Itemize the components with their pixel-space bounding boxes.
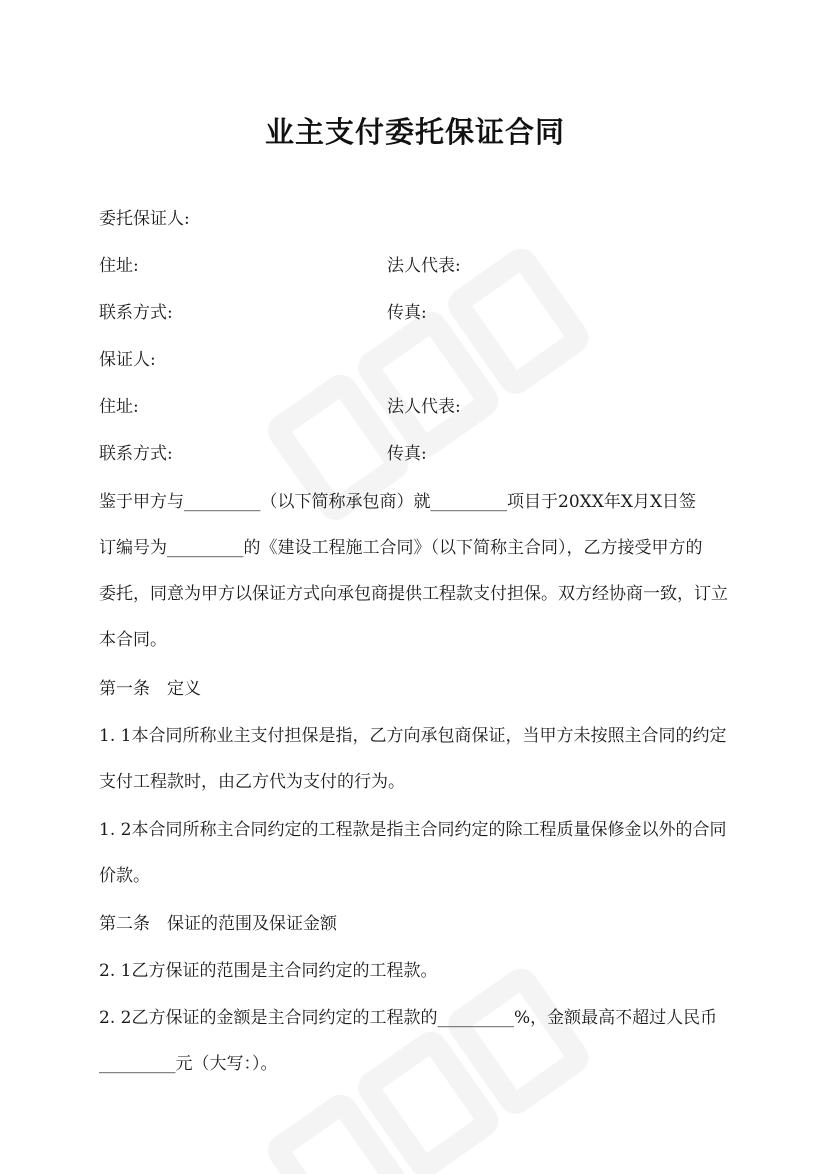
preamble-line: 订编号为_________的《建设工程施工合同》（以下简称主合同），乙方接受甲方的: [99, 538, 703, 558]
guarantor-address-label: 住址:: [99, 397, 139, 417]
client-contact-label: 联系方式:: [99, 303, 173, 323]
clause-line: 2. 2乙方保证的金额是主合同约定的工程款的_________%，金额最高不超过人民币: [99, 1008, 718, 1028]
client-address-label: 住址:: [99, 256, 139, 276]
clause-line: 价款。: [99, 866, 150, 886]
clause-2-2: [99, 1007, 739, 1099]
clause-line: 1. 2本合同所称主合同约定的工程款是指主合同约定的除工程质量保修金以外的合同: [99, 820, 727, 840]
preamble-line: 委托，同意为甲方以保证方式向承包商提供工程款支付担保。双方经协商一致，订立: [99, 584, 728, 604]
article1-heading: 第一条 定义: [99, 679, 201, 699]
preamble-line: 鉴于甲方与_________（以下简称承包商）就_________项目于20XX年X月X日签: [99, 492, 697, 512]
guarantor-fax-label: 传真:: [387, 444, 427, 464]
document-title: 业主支付委托保证合同: [264, 115, 565, 149]
clause-2-1: 2. 1乙方保证的范围是主合同约定的工程款。: [99, 961, 438, 981]
preamble-paragraph: [99, 491, 739, 675]
client-label: 委托保证人:: [99, 209, 190, 229]
clause-line: _________元（大写：）。: [99, 1054, 278, 1074]
client-legal-rep-label: 法人代表:: [387, 256, 461, 276]
article2-heading: 第二条 保证的范围及保证金额: [99, 914, 337, 934]
clause-line: 支付工程款时，由乙方代为支付的行为。: [99, 772, 405, 792]
client-fax-label: 传真:: [387, 303, 427, 323]
guarantor-legal-rep-label: 法人代表:: [387, 397, 461, 417]
guarantor-label: 保证人:: [99, 350, 156, 370]
clause-1-1: [99, 725, 739, 817]
guarantor-contact-label: 联系方式:: [99, 444, 173, 464]
clause-1-2: [99, 819, 739, 911]
preamble-line: 本合同。: [99, 630, 167, 650]
clause-line: 1. 1本合同所称业主支付担保是指，乙方向承包商保证，当甲方未按照主合同的约定: [99, 726, 727, 746]
